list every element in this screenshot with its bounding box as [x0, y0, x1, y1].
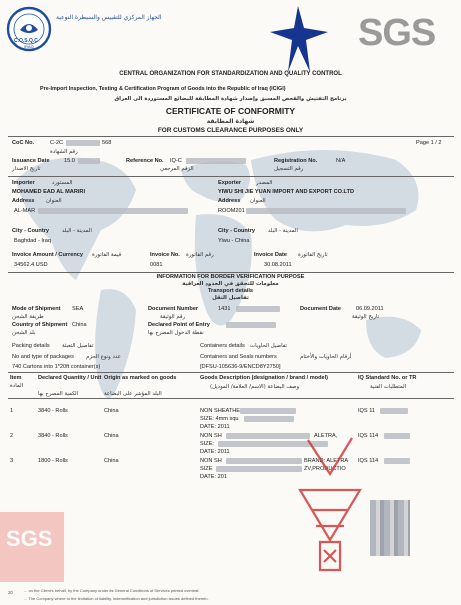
col-header-quantity: Declared Quantity / Unit: [38, 375, 102, 381]
divider: [8, 398, 454, 399]
coc-label-arabic: رقم الشهادة: [50, 149, 78, 155]
col-header-origin: Origin as marked on goods: [104, 375, 177, 381]
document-title-arabic: شهادة المطابقة: [206, 118, 255, 125]
exporter-address-label: Address: [218, 198, 241, 204]
row3-quantity: 1800 - Rolls: [38, 458, 68, 464]
document-date-value: 06.09.2011: [356, 306, 384, 312]
seal-numbers-label-arabic: أرقام الحاويات والأختام: [300, 354, 352, 360]
row3-desc-brand: BRAND: ALETRA: [304, 458, 349, 464]
row2-desc-brand: ALETRA,: [314, 433, 338, 439]
row3-desc-line1: NON SH: [200, 458, 222, 464]
seal-numbers-value: [DFSU-105636-9/ENCD8Y2750]: [200, 364, 281, 370]
row1-item: 1: [10, 408, 14, 414]
importer-label-arabic: المستورد: [52, 180, 73, 186]
row1-desc-line1: NON SHEATHE: [200, 408, 240, 414]
redacted-field: [246, 208, 406, 214]
border-section-title-arabic: معلومات للتحقق في الحدود العراقية: [182, 281, 279, 287]
invoice-no-label: Invoice No.: [150, 252, 180, 258]
seal-numbers-label: Containers and Seals numbers: [200, 354, 277, 360]
exporter-city-label: City - Country: [218, 228, 255, 234]
coc-value-end: 568: [102, 140, 112, 146]
redacted-field: [240, 408, 296, 414]
col-header-item: Item: [10, 375, 22, 381]
exporter-city-label-arabic: المدينة - البلد: [268, 228, 298, 234]
invoice-amount-label: Invoice Amount / Currency: [12, 252, 83, 258]
redacted-field: [78, 158, 100, 164]
cartons-value: 740 Cartons into 1*20ft container(s): [12, 364, 101, 370]
reference-label-arabic: الرقم المرجعي: [160, 166, 194, 172]
reference-value: IQ-C: [170, 158, 182, 164]
point-of-entry-label-arabic: نقطة الدخول المصرح بها: [148, 330, 204, 336]
redacted-field: [384, 433, 410, 439]
row3-desc-line3: DATE: 201: [200, 474, 227, 480]
document-date-label-arabic: تاريخ الوثيقة: [352, 314, 380, 320]
mode-of-shipment-label: Mode of Shipment: [12, 306, 61, 312]
program-name: Pre-Import Inspection, Testing & Certification Program of Goods into the Republic of Iraq (ICIGI): [40, 86, 286, 92]
redacted-field: [384, 458, 410, 464]
row2-quantity: 3840 - Rolls: [38, 433, 68, 439]
mode-of-shipment-label-arabic: طريقة الشحن: [12, 314, 44, 320]
containers-details-label: Containers details: [200, 343, 245, 349]
row2-desc-line3: DATE: 2011: [200, 449, 230, 455]
col-header-origin-arabic: البلد المؤشر على البضاعة: [104, 391, 162, 397]
row2-item: 2: [10, 433, 14, 439]
divider: [8, 372, 454, 373]
row3-desc-production: ZV,PRODUCTIO: [304, 466, 346, 472]
exporter-label: Exporter: [218, 180, 242, 186]
packages-type-label: No and type of packages: [12, 354, 74, 360]
invoice-date-label-arabic: تاريخ الفاتورة: [298, 252, 328, 258]
divider: [8, 176, 454, 177]
redacted-field: [236, 306, 280, 312]
redacted-field: [38, 208, 188, 214]
red-stamp: [290, 430, 370, 580]
coc-value: C-2C: [50, 140, 64, 146]
footer-line1: ... on the Client's behalf, by the Company under its General Conditions of Services printed overleaf.: [24, 588, 200, 593]
redacted-field: [244, 416, 294, 422]
row3-desc-line2: SIZE: [200, 466, 213, 472]
row2-desc-line1: NON SH: [200, 433, 222, 439]
divider: [8, 136, 454, 137]
divider: [8, 272, 454, 273]
packing-details-label-arabic: تفاصيل التعبئة: [62, 343, 94, 349]
invoice-date-label: Invoice Date: [254, 252, 287, 258]
row1-desc-line3: DATE: 2011: [200, 424, 230, 430]
exporter-label-arabic: المصدر: [256, 180, 273, 186]
bird-emblem-icon: [268, 6, 330, 76]
cosqc-logo-text: C.O.S.Q.C: [14, 38, 38, 44]
col-header-item-arabic: المادة: [10, 383, 24, 389]
sgs-watermark: SGS: [6, 526, 53, 551]
transport-details-label: Transport details: [207, 288, 254, 294]
importer-city-label-arabic: المدينة - البلد: [62, 228, 92, 234]
row2-desc-line2: SIZE:: [200, 441, 214, 447]
row1-origin: China: [104, 408, 119, 414]
exporter-city: Yiwu - China: [218, 238, 250, 244]
registration-label: Registration No.: [274, 158, 318, 164]
document-number-label-arabic: رقم الوثيقة: [160, 314, 186, 320]
col-header-quantity-arabic: الكمية المصرح بها: [38, 391, 79, 397]
issuance-label-arabic: تاريخ الاصدار: [12, 166, 41, 172]
row3-standard: IQS 114: [358, 458, 379, 464]
importer-address-label: Address: [12, 198, 35, 204]
importer-city-label: City - Country: [12, 228, 49, 234]
importer-label: Importer: [12, 180, 35, 186]
exporter-address: ROOM201: [218, 208, 245, 214]
signature-redacted: [370, 500, 410, 556]
containers-details-label-arabic: تفاصيل الحاويات: [250, 343, 287, 349]
row2-origin: China: [104, 433, 119, 439]
redacted-field: [186, 158, 246, 164]
importer-address: AL-MAR: [14, 208, 36, 214]
coc-label: CoC No.: [12, 140, 35, 146]
country-of-shipment-value: China: [72, 322, 87, 328]
document-title: CERTIFICATE OF CONFORMITY: [165, 106, 296, 116]
invoice-amount-value: 34562.4 USD: [14, 262, 48, 268]
document-number-label: Document Number: [148, 306, 199, 312]
packing-details-label: Packing details: [12, 343, 50, 349]
invoice-date-value: 30.08.2011: [264, 262, 292, 268]
transport-details-label-arabic: تفاصيل النقل: [212, 295, 249, 301]
page-number: Page 1 / 2: [416, 140, 442, 146]
border-section-title: INFORMATION FOR BORDER VERIFICATION PURPOSE: [156, 274, 305, 280]
country-of-shipment-label: Country of Shipment: [12, 322, 68, 328]
invoice-no-label-arabic: رقم الفاتورة: [186, 252, 214, 258]
document-number-value: 1431: [218, 306, 231, 312]
org-name: CENTRAL ORGANIZATION FOR STANDARDIZATION AND QUALITY CONTROL: [119, 71, 342, 77]
row3-item: 3: [10, 458, 14, 464]
issuance-label: Issuance Date: [12, 158, 50, 164]
importer-name: MOHAMED EAD AL MARIRI: [12, 189, 86, 195]
redacted-field: [66, 140, 100, 146]
row3-origin: China: [104, 458, 119, 464]
exporter-address-label-arabic: العنوان: [250, 198, 266, 204]
row1-desc-line2: SIZE: 4mm squ: [200, 416, 239, 422]
document-date-label: Document Date: [300, 306, 342, 312]
col-header-description: Goods Description (designation / brand / model): [200, 375, 329, 381]
sgs-logo: SGS: [358, 12, 436, 54]
redacted-field: [380, 408, 408, 414]
mode-of-shipment-value: SEA: [72, 306, 84, 312]
registration-label-arabic: رقم التسجيل: [274, 166, 304, 172]
program-name-arabic: برنامج التفتيش والفحص المسبق وإصدار شهادة المطابقة للبضائع المستوردة الى العراق: [114, 96, 347, 102]
footer-page-number: 20: [8, 590, 13, 595]
row1-standard: IQS 11: [358, 408, 375, 414]
col-header-description-arabic: وصف البضاعة (الاسم/ العلامة/ الموديل): [210, 384, 300, 390]
invoice-no-value: 0081: [150, 262, 163, 268]
packages-type-label-arabic: عدد ونوع الحزم: [86, 354, 121, 360]
registration-value: N/A: [336, 158, 346, 164]
cosqc-logo-sub: IRAQ: [24, 44, 34, 49]
row1-quantity: 3840 - Rolls: [38, 408, 68, 414]
exporter-name: YIWU SHI JIE YUAN IMPORT AND EXPORT CO.LTD: [218, 189, 355, 195]
redacted-field: [226, 322, 276, 328]
point-of-entry-label: Declared Point of Entry: [148, 322, 210, 328]
issuance-value: 15.0: [64, 158, 75, 164]
reference-label: Reference No.: [126, 158, 164, 164]
row2-standard: IQS 114: [358, 433, 379, 439]
col-header-standard-arabic: المتطلبات الفنية: [370, 384, 407, 390]
invoice-amount-label-arabic: قيمة الفاتورة: [92, 252, 122, 258]
importer-city: Baghdad - Iraq: [14, 238, 52, 244]
col-header-standard: IQ Standard No. or TR: [358, 375, 417, 381]
importer-address-label-arabic: العنوان: [46, 198, 62, 204]
footer-line2: ... The Company where to the limitation of liability, indemnification and jurisdiction issues defined therein.: [24, 596, 209, 601]
purpose-line: FOR CUSTOMS CLEARANCE PURPOSES ONLY: [157, 127, 304, 134]
org-name-arabic-top: الجهاز المركزي للتقييس والسيطرة النوعية: [56, 14, 162, 21]
country-of-shipment-label-arabic: بلد الشحن: [12, 330, 36, 336]
